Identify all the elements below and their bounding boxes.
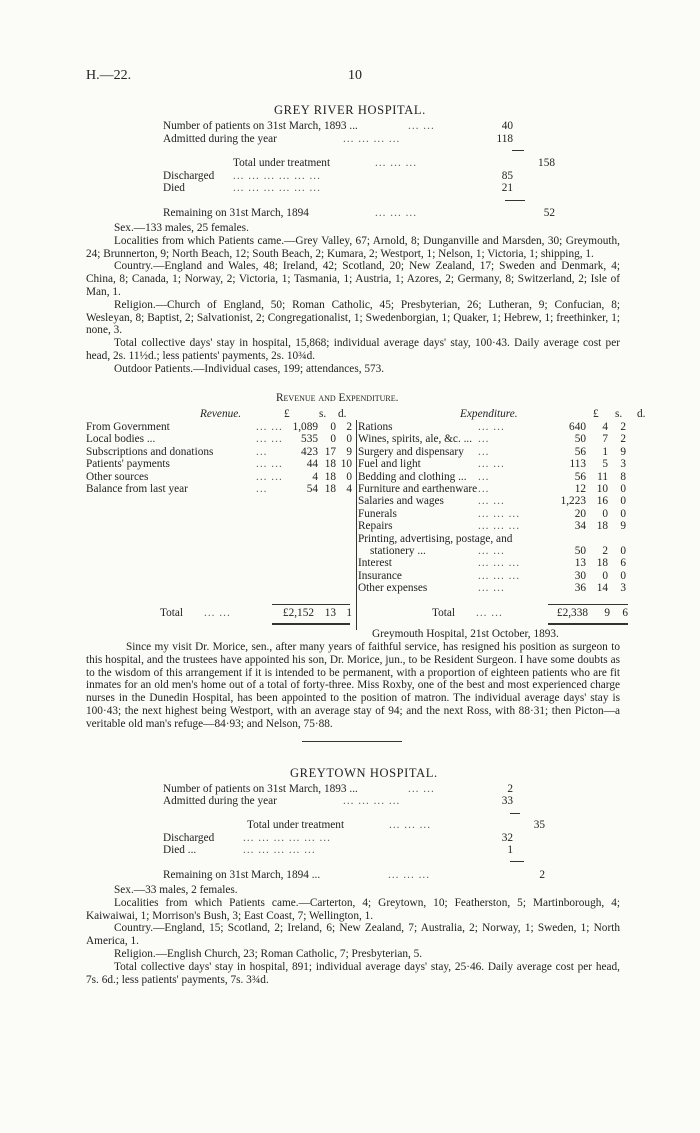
pence-value: 3 <box>620 458 626 471</box>
shillings-value: 18 <box>324 470 336 483</box>
shillings-value: 0 <box>330 421 336 433</box>
leader-dots: ... ... ... <box>478 569 521 582</box>
remarks-paragraph: Since my visit Dr. Morice, sen., after many years of faithful service, has resigned his position as surgeon to this hospital, and the trustees have appointed his son, Dr. Morice, jun., to be Resident Surgeon. I have some doubts as to the wisdom of this arrangement if it is intended to be permanent, with a proportion of eighteen patients who are fit inmates for an old men's home out of a total of forty-three. Miss Roxby, one of the best and most experienced charge nurses in the Dunedin Hospital, has been appointed to the position of matron. The individual average days' stay is 100·43; the next highest being Westport, with an average stay of 94; and the next Ross, with 88·31; then Picton—a veritable old man's refuge—84·93; and Nelson, 75·88. <box>86 641 620 730</box>
stat-label: Discharged <box>163 170 215 182</box>
sex-line: Sex.—133 males, 25 females. <box>114 222 249 234</box>
expenditure-total-row <box>432 607 628 620</box>
pence-value: 2 <box>620 433 626 446</box>
pounds-value: 50 <box>574 433 586 446</box>
stat-value: 118 <box>496 133 513 145</box>
pounds-value: 423 <box>301 445 318 458</box>
greytown-title: GREYTOWN HOSPITAL. <box>290 766 438 780</box>
column-divider <box>356 420 357 630</box>
outdoor-patients-line: Outdoor Patients.—Individual cases, 199; attendances, 573. <box>114 362 385 375</box>
pence-value: 9 <box>620 520 626 533</box>
leader-dots: ... ... <box>476 607 503 619</box>
leader-dots: ... ... ... ... <box>343 133 401 145</box>
shillings-value: 13 <box>324 607 336 619</box>
leader-dots: ... ... ... ... <box>343 795 401 807</box>
total-label: Total <box>160 607 184 619</box>
expenditure-row <box>358 582 628 595</box>
expenditure-row <box>358 471 628 484</box>
pounds-header: £ <box>593 408 599 420</box>
pounds-value: 44 <box>306 458 318 471</box>
revenue-double-rule <box>272 623 350 625</box>
item-label: Other expenses <box>358 582 428 595</box>
stat-value: 33 <box>501 795 513 807</box>
stat-row <box>163 869 545 882</box>
shillings-value: 11 <box>597 470 608 483</box>
revenue-heading: Revenue. <box>200 408 242 420</box>
item-label: Fuel and light <box>358 458 421 471</box>
rev-exp-title: Revenue and Expenditure. <box>276 392 399 404</box>
expenditure-total-rule <box>548 604 628 605</box>
greytown-details <box>86 884 620 986</box>
revenue-total-row <box>160 607 352 620</box>
leader-dots: ... ... <box>256 458 283 471</box>
pounds-value: 640 <box>569 421 586 433</box>
item-label: Repairs <box>358 520 393 533</box>
stat-value: 40 <box>501 120 513 132</box>
stat-label: Total under treatment <box>233 157 331 169</box>
expenditure-row <box>358 533 628 546</box>
pence-value: 0 <box>620 495 626 508</box>
pounds-value: 13 <box>574 557 586 570</box>
pounds-value: 34 <box>574 520 586 533</box>
revenue-row <box>86 458 352 471</box>
stat-total: 35 <box>533 819 545 831</box>
leader-dots: ... <box>478 483 490 495</box>
country-paragraph: Country.—England, 15; Scotland, 2; Ireland, 6; New Zealand, 7; Australia, 2; Norway, 1; Sweden, 1; North America, 1. <box>86 922 620 948</box>
stat-row <box>163 182 513 195</box>
stat-label: Number of patients on 31st March, 1893 ... <box>163 783 358 795</box>
expenditure-row <box>358 570 628 583</box>
leader-dots: ... <box>256 483 268 495</box>
localities-paragraph: Localities from which Patients came.—Carterton, 4; Greytown, 10; Featherston, 5; Martinborough, 4; Kaiwaiwai, 1; Morrison's Bush, 3; East Coast, 7; Wellington, 1. <box>86 896 620 922</box>
item-label: From Government <box>86 421 170 433</box>
pounds-value: 12 <box>574 483 586 495</box>
pounds-value: 50 <box>574 545 586 557</box>
pounds-value: 56 <box>574 445 586 458</box>
shillings-header: s. <box>615 408 623 420</box>
pounds-value: 113 <box>569 458 586 471</box>
leader-dots: ... ... <box>478 495 505 508</box>
leader-dots: ... ... <box>478 582 505 595</box>
religion-paragraph: Religion.—Church of England, 50; Roman Catholic, 45; Presbyterian, 26; Lutheran, 9; Confucian, 8; Wesleyan, 8; Baptist, 2; Salvationist, 2; Congregationalist, 1; Swedenborgian, 1; Quaker, 1; Hebrew, 1; freethinker, 1; none, 3. <box>86 298 620 337</box>
stat-label: Died <box>163 182 185 194</box>
grey-river-title: GREY RIVER HOSPITAL. <box>274 103 426 117</box>
country-paragraph: Country.—England and Wales, 48; Ireland, 42; Scotland, 20; New Zealand, 17; Sweden and Denmark, 4; China, 8; Canada, 1; Norway, 2; Victoria, 1; Tasmania, 1; Austria, 1; Azores, 2; Germany, 8; Switzerland, 2; Isle of Man, 1. <box>86 260 620 298</box>
item-label: Bedding and clothing ... <box>358 470 467 483</box>
expenditure-row <box>358 557 628 570</box>
sum-rule <box>510 813 520 814</box>
expenditure-row <box>358 446 628 459</box>
stat-row <box>233 157 555 170</box>
item-label: Local bodies ... <box>86 433 156 446</box>
leader-dots: ... ... ... ... ... <box>243 844 316 856</box>
pence-value: 9 <box>346 445 352 458</box>
leader-dots: ... ... ... <box>375 157 418 169</box>
expenditure-row <box>358 421 628 434</box>
pence-value: 3 <box>620 582 626 595</box>
stat-row <box>163 207 555 220</box>
pence-value: 8 <box>620 470 626 483</box>
stat-value: 32 <box>501 832 513 844</box>
revenue-row <box>86 471 352 484</box>
page-number: 10 <box>348 68 362 83</box>
item-label: Other sources <box>86 470 149 483</box>
leader-dots: ... <box>478 445 490 458</box>
shillings-value: 5 <box>602 458 608 471</box>
leader-dots: ... ... ... <box>388 869 431 881</box>
shillings-value: 9 <box>604 607 610 619</box>
shillings-value: 18 <box>596 520 608 533</box>
item-label: Furniture and earthenware <box>358 483 478 495</box>
stat-label: Remaining on 31st March, 1894 ... <box>163 869 321 881</box>
pounds-value: 1,089 <box>292 421 318 433</box>
stat-label: Total under treatment <box>247 819 345 831</box>
revenue-total-rule <box>272 604 350 605</box>
grey-river-remarks <box>86 641 620 731</box>
expenditure-row <box>358 458 628 471</box>
religion-paragraph: Religion.—English Church, 23; Roman Catholic, 7; Presbyterian, 5. <box>114 947 423 960</box>
expenditure-row <box>370 545 640 558</box>
pence-value: 0 <box>346 433 352 446</box>
leader-dots: ... ... <box>408 783 435 795</box>
shillings-value: 14 <box>596 582 608 595</box>
shillings-value: 4 <box>602 421 608 433</box>
shillings-header: s. <box>319 408 327 420</box>
leader-dots: ... <box>256 445 268 458</box>
pence-value: 6 <box>622 607 628 619</box>
shillings-value: 7 <box>602 433 608 446</box>
shillings-value: 10 <box>596 483 608 495</box>
item-label: stationery ... <box>370 545 426 557</box>
pounds-value: 54 <box>306 483 318 495</box>
item-label: Salaries and wages <box>358 495 444 508</box>
pence-value: 4 <box>346 483 352 495</box>
expenditure-row <box>358 483 628 496</box>
sum-rule <box>510 861 524 862</box>
item-label: Balance from last year <box>86 483 188 495</box>
item-label: Wines, spirits, ale, &c. ... <box>358 433 473 446</box>
sum-rule <box>512 150 524 151</box>
shillings-value: 0 <box>330 433 336 446</box>
pence-value: 1 <box>346 607 352 619</box>
expenditure-row <box>358 433 628 446</box>
leader-dots: ... ... <box>478 458 505 471</box>
leader-dots: ... <box>478 470 490 483</box>
stat-row <box>163 795 513 808</box>
pounds-value: 535 <box>301 433 318 446</box>
stat-total: 2 <box>539 869 545 881</box>
pounds-value: 4 <box>312 470 318 483</box>
item-label: Printing, advertising, postage, and <box>358 532 513 545</box>
pounds-value: 20 <box>574 507 586 520</box>
leader-dots: ... ... ... <box>478 507 521 520</box>
shillings-value: 16 <box>596 495 608 508</box>
stat-label: Admitted during the year <box>163 133 277 145</box>
leader-dots: ... ... ... <box>375 207 418 219</box>
pounds-value: 56 <box>574 470 586 483</box>
leader-dots: ... ... ... <box>478 520 521 533</box>
pounds-value: 36 <box>574 582 586 595</box>
expenditure-row <box>358 520 628 533</box>
shillings-value: 2 <box>602 545 608 557</box>
stat-total: 52 <box>543 207 555 219</box>
revenue-row <box>86 483 352 496</box>
pence-value: 0 <box>620 545 626 557</box>
report-code: H.—22. <box>86 68 132 83</box>
pence-header: d. <box>637 408 646 420</box>
leader-dots: ... ... ... ... ... ... <box>243 832 331 844</box>
pence-value: 9 <box>620 445 626 458</box>
stat-value: 21 <box>501 182 513 194</box>
shillings-value: 0 <box>602 507 608 520</box>
stat-label: Remaining on 31st March, 1894 <box>163 207 309 219</box>
pounds-value: £2,338 <box>556 607 588 619</box>
leader-dots: ... ... <box>256 433 283 446</box>
item-label: Funerals <box>358 507 397 520</box>
stat-row <box>163 120 513 133</box>
sum-rule <box>505 200 525 201</box>
shillings-value: 18 <box>324 458 336 471</box>
expenditure-double-rule <box>548 623 628 625</box>
signature-line: Greymouth Hospital, 21st October, 1893. <box>372 628 559 640</box>
expenditure-row <box>358 508 628 521</box>
stat-value: 1 <box>507 844 513 856</box>
stat-label: Died ... <box>163 844 197 856</box>
item-label: Surgery and dispensary <box>358 445 464 458</box>
shillings-value: 18 <box>596 557 608 570</box>
stat-row <box>163 844 513 857</box>
pounds-value: £2,152 <box>282 607 314 619</box>
leader-dots: ... ... ... <box>478 557 521 570</box>
pence-value: 0 <box>620 483 626 495</box>
item-label: Insurance <box>358 569 402 582</box>
pence-value: 6 <box>620 557 626 570</box>
stat-row <box>247 819 545 832</box>
pence-value: 0 <box>346 470 352 483</box>
shillings-value: 17 <box>324 445 336 458</box>
stat-label: Admitted during the year <box>163 795 277 807</box>
stat-value: 2 <box>507 783 513 795</box>
leader-dots: ... ... <box>408 120 435 132</box>
leader-dots: ... ... <box>256 421 283 433</box>
stat-row <box>163 133 513 146</box>
leader-dots: ... ... <box>256 470 283 483</box>
sex-line: Sex.—33 males, 2 females. <box>114 884 238 896</box>
shillings-value: 0 <box>602 569 608 582</box>
pence-value: 2 <box>620 421 626 433</box>
leader-dots: ... ... <box>478 421 505 433</box>
item-label: Subscriptions and donations <box>86 445 214 458</box>
pounds-value: 30 <box>574 569 586 582</box>
stat-label: Discharged <box>163 832 215 844</box>
expenditure-heading: Expenditure. <box>460 408 518 420</box>
stat-value: 85 <box>501 170 513 182</box>
revenue-row <box>86 433 352 446</box>
expenditure-row <box>358 495 628 508</box>
leader-dots: ... ... ... ... ... ... <box>233 170 321 182</box>
leader-dots: ... ... <box>204 607 231 619</box>
revenue-row <box>86 421 352 434</box>
revenue-row <box>86 446 352 459</box>
stat-total: 158 <box>538 157 555 169</box>
collective-stay-paragraph: Total collective days' stay in hospital, 891; individual average days' stay, 25·46. Daily average cost per head, 7s. 6d.; less patients' payments, 7s. 3¾d. <box>86 960 620 986</box>
pounds-value: 1,223 <box>560 495 586 508</box>
pence-value: 0 <box>620 507 626 520</box>
pence-value: 10 <box>340 458 352 471</box>
leader-dots: ... ... <box>478 545 505 557</box>
grey-river-details <box>86 222 620 376</box>
pence-value: 0 <box>620 569 626 582</box>
collective-stay-paragraph: Total collective days' stay in hospital, 15,868; individual average days' stay, 100·43. Daily average cost per head, 2s. 11½d.; less patients' payments, 2s. 10¾d. <box>86 337 620 362</box>
section-divider <box>302 741 402 742</box>
localities-paragraph: Localities from which Patients came.—Grey Valley, 67; Arnold, 8; Dunganville and Marsden, 30; Greymouth, 24; Brunnerton, 9; North Beach, 12; South Beach, 2; Kumara, 2; Westport, 1; Nelson, 1; Victoria, 1; shipping, 1. <box>86 234 620 260</box>
item-label: Interest <box>358 557 392 570</box>
stat-label: Number of patients on 31st March, 1893 ... <box>163 120 358 132</box>
leader-dots: ... <box>478 433 490 446</box>
shillings-value: 1 <box>602 445 608 458</box>
shillings-value: 18 <box>324 483 336 495</box>
leader-dots: ... ... ... ... ... ... <box>233 182 321 194</box>
total-label: Total <box>432 607 456 619</box>
leader-dots: ... ... ... <box>389 819 432 831</box>
pence-value: 2 <box>346 421 352 433</box>
item-label: Rations <box>358 421 393 433</box>
pence-header: d. <box>338 408 347 420</box>
item-label: Patients' payments <box>86 458 170 471</box>
pounds-header: £ <box>284 408 290 420</box>
